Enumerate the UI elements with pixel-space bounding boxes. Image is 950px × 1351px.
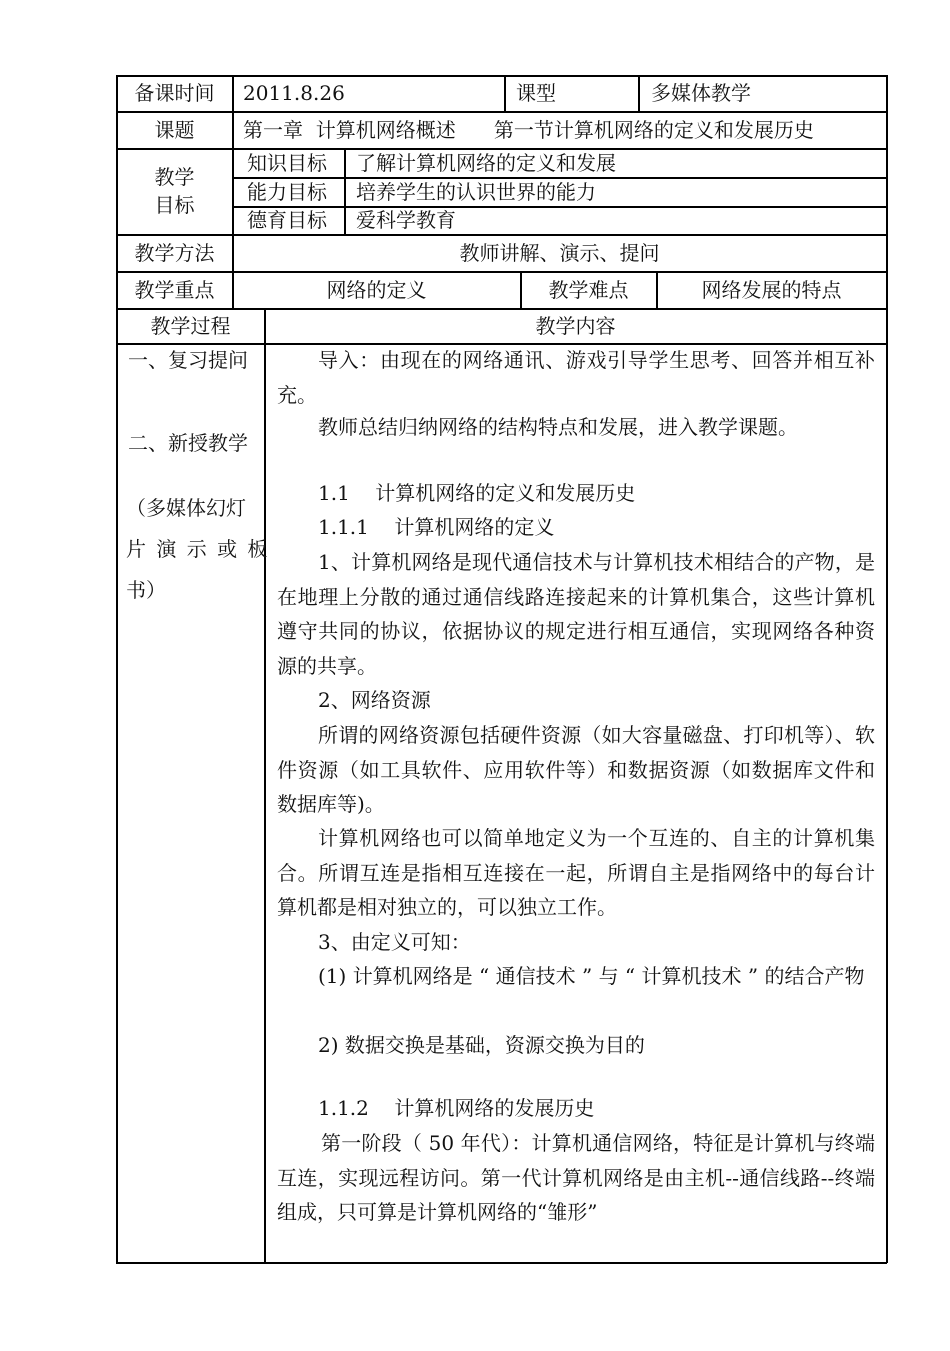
section-heading-1-1-1: 1.1.1 计算机网络的定义 [318, 515, 555, 539]
lesson-type-value: 多媒体教学 [651, 81, 751, 105]
col-divider [504, 75, 506, 112]
goal-knowledge-value: 了解计算机网络的定义和发展 [356, 151, 616, 175]
content-paragraph-intro: 导入：由现在的网络通讯、游戏引导学生思考、回答并相互补充。 [277, 348, 875, 407]
section-heading-1-1: 1.1 计算机网络的定义和发展历史 [318, 481, 636, 505]
difficult-point-label: 教学难点 [548, 278, 629, 302]
method-value: 教师讲解、演示、提问 [459, 241, 660, 265]
goal-knowledge-label: 知识目标 [247, 151, 327, 175]
process-note-line1: （多媒体幻灯 [126, 496, 246, 520]
process-step-review: 一、复习提问 [128, 348, 248, 372]
goal-ability-label: 能力目标 [247, 180, 327, 204]
content-paragraph-resource-title: 2、网络资源 [318, 688, 431, 712]
goal-moral-label: 德育目标 [247, 208, 327, 232]
col-divider [344, 148, 346, 235]
process-note-line2: 片 演 示 或 板 [126, 537, 270, 561]
content-header: 教学内容 [535, 314, 616, 338]
process-step-new-teaching: 二、新授教学 [128, 431, 248, 455]
prep-time-label: 备课时间 [134, 81, 215, 105]
col-divider [264, 308, 266, 1263]
section-heading-1-1-2: 1.1.2 计算机网络的发展历史 [318, 1096, 595, 1120]
goals-label-line1: 教学 [154, 165, 195, 189]
lesson-type-label: 课型 [516, 81, 556, 105]
row-divider [232, 206, 887, 208]
key-point-label: 教学重点 [134, 278, 215, 302]
row-divider [232, 177, 887, 179]
process-header: 教学过程 [150, 314, 231, 338]
topic-value: 第一章 计算机网络概述 第一节计算机网络的定义和发展历史 [243, 118, 814, 142]
goal-moral-value: 爱科学教育 [356, 208, 456, 232]
content-paragraph-conclusion-1: (1) 计算机网络是 “ 通信技术 ” 与 “ 计算机技术 ” 的结合产物 [318, 964, 865, 988]
prep-time-value: 2011.8.26 [243, 81, 345, 105]
difficult-point-value: 网络发展的特点 [701, 278, 842, 302]
col-divider [232, 75, 234, 309]
content-paragraph-stage-one: 第一阶段（ 50 年代）：计算机通信网络，特征是计算机与终端互连，实现远程访问。第一代计算机网络是由主机--通信线路--终端组成，只可算是计算机网络的“雏形” [277, 1131, 875, 1225]
content-paragraph-definition: 1、计算机网络是现代通信技术与计算机技术相结合的产物，是在地理上分散的通过通信线路连接起来的计算机集合，这些计算机遵守共同的协议，依据协议的规定进行相互通信，实现网络各种资源的共享。 [277, 550, 875, 678]
col-divider [638, 75, 640, 112]
content-paragraph-simple-definition: 计算机网络也可以简单地定义为一个互连的、自主的计算机集合。所谓互连是指相互连接在一起，所谓自主是指网络中的每台计算机都是相对独立的，可以独立工作。 [277, 826, 875, 920]
key-point-value: 网络的定义 [326, 278, 427, 302]
table-border-bottom [116, 1262, 887, 1264]
content-paragraph-conclusion-title: 3、由定义可知： [318, 930, 471, 954]
content-paragraph-conclusion-2: 2) 数据交换是基础，资源交换为目的 [318, 1033, 645, 1057]
method-label: 教学方法 [134, 241, 215, 265]
content-paragraph-summary: 教师总结归纳网络的结构特点和发展，进入教学课题。 [318, 415, 798, 439]
content-paragraph-resources: 所谓的网络资源包括硬件资源（如大容量磁盘、打印机等）、软件资源（如工具软件、应用软件等）和数据资源（如数据库文件和数据库等)。 [277, 723, 875, 817]
process-note-line3: 书） [126, 578, 166, 602]
goals-label-line2: 目标 [154, 193, 195, 217]
goal-ability-value: 培养学生的认识世界的能力 [356, 180, 596, 204]
topic-label: 课题 [154, 118, 195, 142]
